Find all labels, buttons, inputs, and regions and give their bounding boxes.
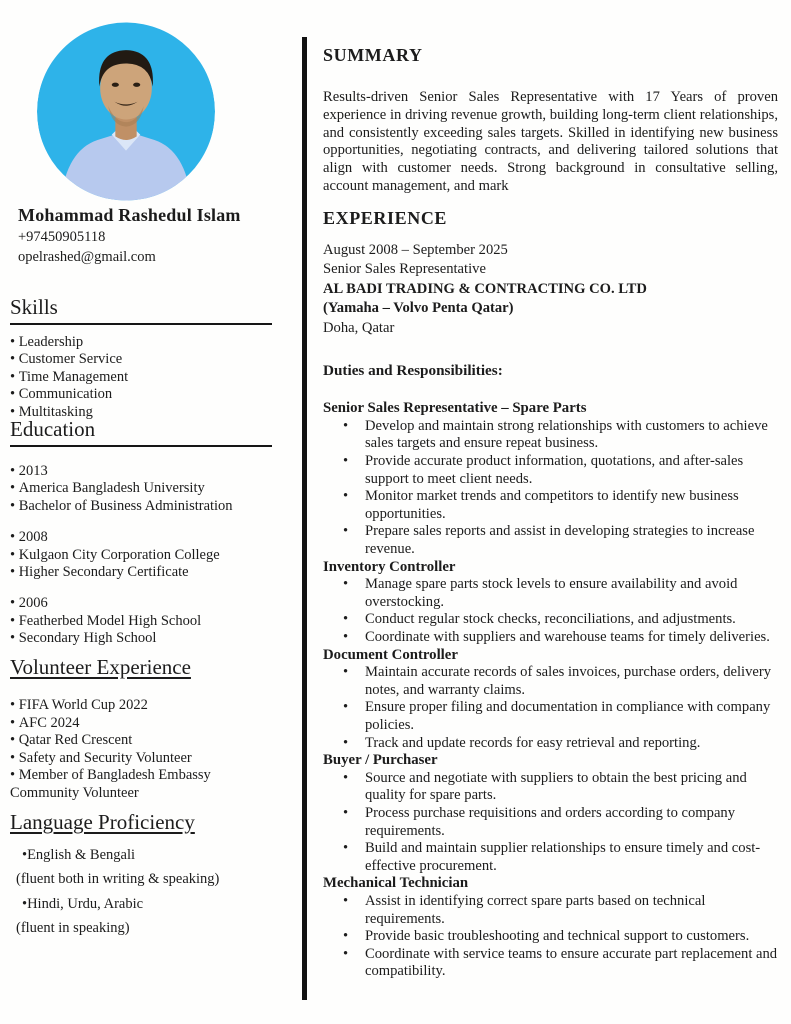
- education-group: [10, 463, 272, 515]
- duty-item: • Build and maintain supplier relationships to ensure timely and cost-effective procurement.: [365, 840, 778, 875]
- skills-section: [10, 295, 272, 421]
- duty-item: • Prepare sales reports and assist in developing strategies to increase revenue.: [365, 523, 778, 558]
- duty-item: • Maintain accurate records of sales invoices, purchase orders, delivery notes, and warranty claims.: [365, 664, 778, 699]
- volunteer-section: [10, 655, 282, 803]
- languages-section: [10, 810, 282, 937]
- education-line: • Featherbed Model High School: [10, 613, 272, 630]
- main-content: [323, 45, 778, 981]
- volunteer-item: • Qatar Red Crescent: [10, 732, 282, 750]
- duty-item: • Provide basic troubleshooting and technical support to customers.: [365, 928, 778, 946]
- volunteer-item: • Member of Bangladesh Embassy Community Volunteer: [10, 767, 282, 802]
- duty-item: • Track and update records for easy retrieval and reporting.: [365, 735, 778, 753]
- identity-block: [18, 205, 288, 266]
- experience-job-title: Senior Sales Representative: [323, 261, 486, 278]
- duty-list: [323, 418, 778, 559]
- duty-list: [323, 770, 778, 876]
- duty-section: [323, 559, 778, 647]
- experience-heading: EXPERIENCE: [323, 207, 448, 228]
- skill-item: • Leadership: [10, 334, 272, 351]
- volunteer-list: [10, 697, 282, 803]
- education-line: • America Bangladesh University: [10, 480, 272, 497]
- education-line: • Kulgaon City Corporation College: [10, 547, 272, 564]
- education-line: • 2006: [10, 595, 272, 612]
- duty-item: • Manage spare parts stock levels to ensure availability and avoid overstocking.: [365, 576, 778, 611]
- volunteer-item: • FIFA World Cup 2022: [10, 697, 282, 715]
- education-line: • Bachelor of Business Administration: [10, 498, 272, 515]
- duty-section-heading: Document Controller: [323, 646, 458, 663]
- language-name: • Hindi, Urdu, Arabic: [10, 896, 282, 913]
- profile-photo: [37, 20, 215, 203]
- duty-section: [323, 875, 778, 981]
- volunteer-item: • Safety and Security Volunteer: [10, 750, 282, 768]
- language-note: (fluent in speaking): [16, 920, 130, 936]
- education-group: [10, 529, 272, 581]
- duty-item: • Conduct regular stock checks, reconciliations, and adjustments.: [365, 611, 778, 629]
- experience-location: Doha, Qatar: [323, 319, 395, 336]
- education-group: [10, 595, 272, 647]
- education-line: • Higher Secondary Certificate: [10, 564, 272, 581]
- duty-section: [323, 400, 778, 558]
- duty-list: [323, 893, 778, 981]
- education-line: • 2008: [10, 529, 272, 546]
- duty-item: • Monitor market trends and competitors to identify new business opportunities.: [365, 488, 778, 523]
- skills-list: [10, 334, 272, 421]
- duty-item: • Process purchase requisitions and orders according to company requirements.: [365, 805, 778, 840]
- skills-heading: Skills: [10, 295, 272, 325]
- summary-heading: SUMMARY: [323, 45, 423, 65]
- skill-item: • Customer Service: [10, 351, 272, 368]
- language-entry: [10, 896, 282, 937]
- skill-item: • Communication: [10, 386, 272, 403]
- person-portrait-icon: [37, 20, 215, 203]
- education-line: • Secondary High School: [10, 630, 272, 647]
- education-section: [10, 417, 272, 648]
- skill-item: • Time Management: [10, 369, 272, 386]
- education-line: • 2013: [10, 463, 272, 480]
- duty-section: [323, 647, 778, 753]
- language-entry: [10, 847, 282, 888]
- duty-section-heading: Mechanical Technician: [323, 875, 469, 892]
- duties-title: Duties and Responsibilities:: [323, 362, 503, 380]
- experience-dates: August 2008 – September 2025: [323, 241, 508, 258]
- experience-company-sub: (Yamaha – Volvo Penta Qatar): [323, 300, 514, 317]
- language-name: • English & Bengali: [10, 847, 282, 864]
- languages-heading: Language Proficiency: [10, 810, 195, 834]
- duty-list: [323, 664, 778, 752]
- duty-item: • Assist in identifying correct spare parts based on technical requirements.: [365, 893, 778, 928]
- education-heading: Education: [10, 417, 272, 447]
- duty-item: • Coordinate with suppliers and warehouse teams for timely deliveries.: [365, 629, 778, 647]
- duty-item: • Coordinate with service teams to ensure accurate part replacement and compatibility.: [365, 946, 778, 981]
- duty-section-heading: Senior Sales Representative – Spare Parts: [323, 400, 587, 417]
- duty-list: [323, 576, 778, 646]
- duty-section-heading: Inventory Controller: [323, 558, 456, 575]
- experience-company: AL BADI TRADING & CONTRACTING CO. LTD: [323, 280, 647, 297]
- duty-section-heading: Buyer / Purchaser: [323, 752, 438, 769]
- profile-name: Mohammad Rashedul Islam: [18, 205, 241, 225]
- volunteer-heading: Volunteer Experience: [10, 655, 191, 679]
- language-note: (fluent both in writing & speaking): [16, 871, 220, 887]
- experience-meta: [323, 241, 778, 339]
- duty-section: [323, 752, 778, 875]
- volunteer-item: • AFC 2024: [10, 715, 282, 733]
- skill-item: • Multitasking: [10, 404, 272, 421]
- duty-item: • Ensure proper filing and documentation in compliance with company policies.: [365, 699, 778, 734]
- duty-item: • Provide accurate product information, quotations, and after-sales support to meet client needs.: [365, 453, 778, 488]
- profile-phone: +97450905118: [18, 229, 106, 245]
- profile-email: opelrashed@gmail.com: [18, 249, 156, 265]
- duty-item: • Develop and maintain strong relationships with customers to achieve sales targets and ensure repeat business.: [365, 418, 778, 453]
- vertical-divider: [302, 37, 307, 1000]
- duty-item: • Source and negotiate with suppliers to obtain the best pricing and quality for spare parts.: [365, 770, 778, 805]
- summary-text: Results-driven Senior Sales Representative with 17 Years of proven experience in driving revenue growth, building long-term client relationships, and consistently exceeding sales targets. Skilled in identifying new business opportunities, negotiating contracts, and delivering tailored solutions that align with customer needs. Strong background in consultative selling, account management, and mark: [323, 89, 778, 194]
